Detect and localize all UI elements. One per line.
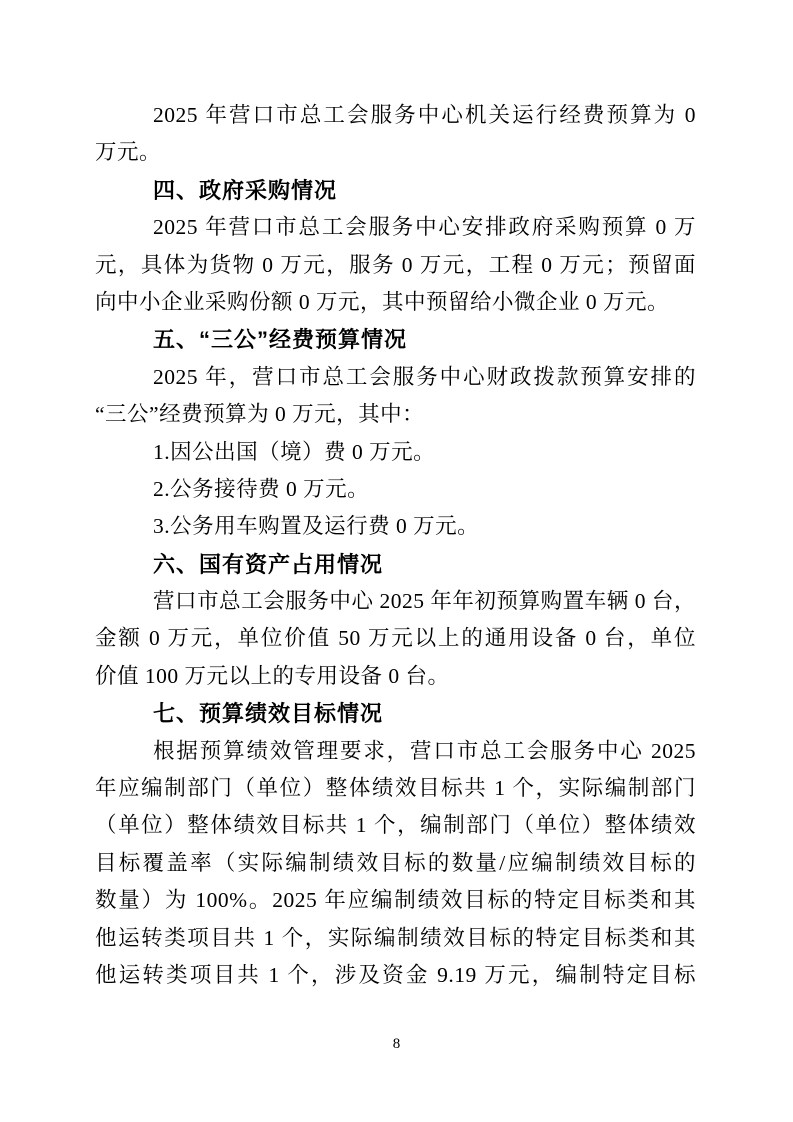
text-line: （单位）整体绩效目标共 1 个，编制部门（单位）整体绩效 [95, 813, 696, 838]
text-line: 年应编制部门（单位）整体绩效目标共 1 个，实际编制部门 [95, 776, 696, 801]
text-line: 2025 年营口市总工会服务中心机关运行经费预算为 0 [153, 103, 696, 127]
text-line: 向中小企业采购份额 0 万元，其中预留给小微企业 0 万元。 [95, 289, 670, 314]
text-line: 万元。 [95, 140, 162, 165]
text-line: 根据预算绩效管理要求，营口市总工会服务中心 2025 [153, 738, 696, 763]
text-line: 1.因公出国（境）费 0 万元。 [153, 439, 436, 464]
text-line: 2.公务接待费 0 万元。 [153, 476, 370, 501]
text-line: 数量）为 100%。2025 年应编制绩效目标的特定目标类和其 [95, 888, 696, 913]
text-line: 元，具体为货物 0 万元，服务 0 万元，工程 0 万元；预留面 [95, 252, 696, 277]
text-line: 营口市总工会服务中心 2025 年年初预算购置车辆 0 台， [153, 589, 696, 614]
section-heading: 七、预算绩效目标情况 [153, 701, 384, 727]
section-heading: 六、国有资产占用情况 [153, 551, 384, 577]
section-heading: 四、政府采购情况 [153, 177, 338, 203]
document-body [95, 97, 696, 994]
text-line: 他运转类项目共 1 个，涉及资金 9.19 万元，编制特定目标 [95, 962, 696, 987]
text-line: 价值 100 万元以上的专用设备 0 台。 [95, 663, 450, 688]
text-line: 金额 0 万元，单位价值 50 万元以上的通用设备 0 台，单位 [95, 626, 696, 651]
section-heading: 五、“三公”经费预算情况 [153, 327, 408, 353]
text-line: 3.公务用车购置及运行费 0 万元。 [153, 514, 480, 539]
text-line: “三公”经费预算为 0 万元，其中： [95, 402, 425, 427]
text-line: 2025 年营口市总工会服务中心安排政府采购预算 0 万 [153, 215, 696, 240]
text-line: 2025 年，营口市总工会服务中心财政拨款预算安排的 [153, 364, 696, 389]
page-number: 8 [392, 1036, 401, 1052]
text-line: 目标覆盖率（实际编制绩效目标的数量/应编制绩效目标的 [95, 850, 696, 875]
text-line: 他运转类项目共 1 个，实际编制绩效目标的特定目标类和其 [95, 925, 696, 950]
